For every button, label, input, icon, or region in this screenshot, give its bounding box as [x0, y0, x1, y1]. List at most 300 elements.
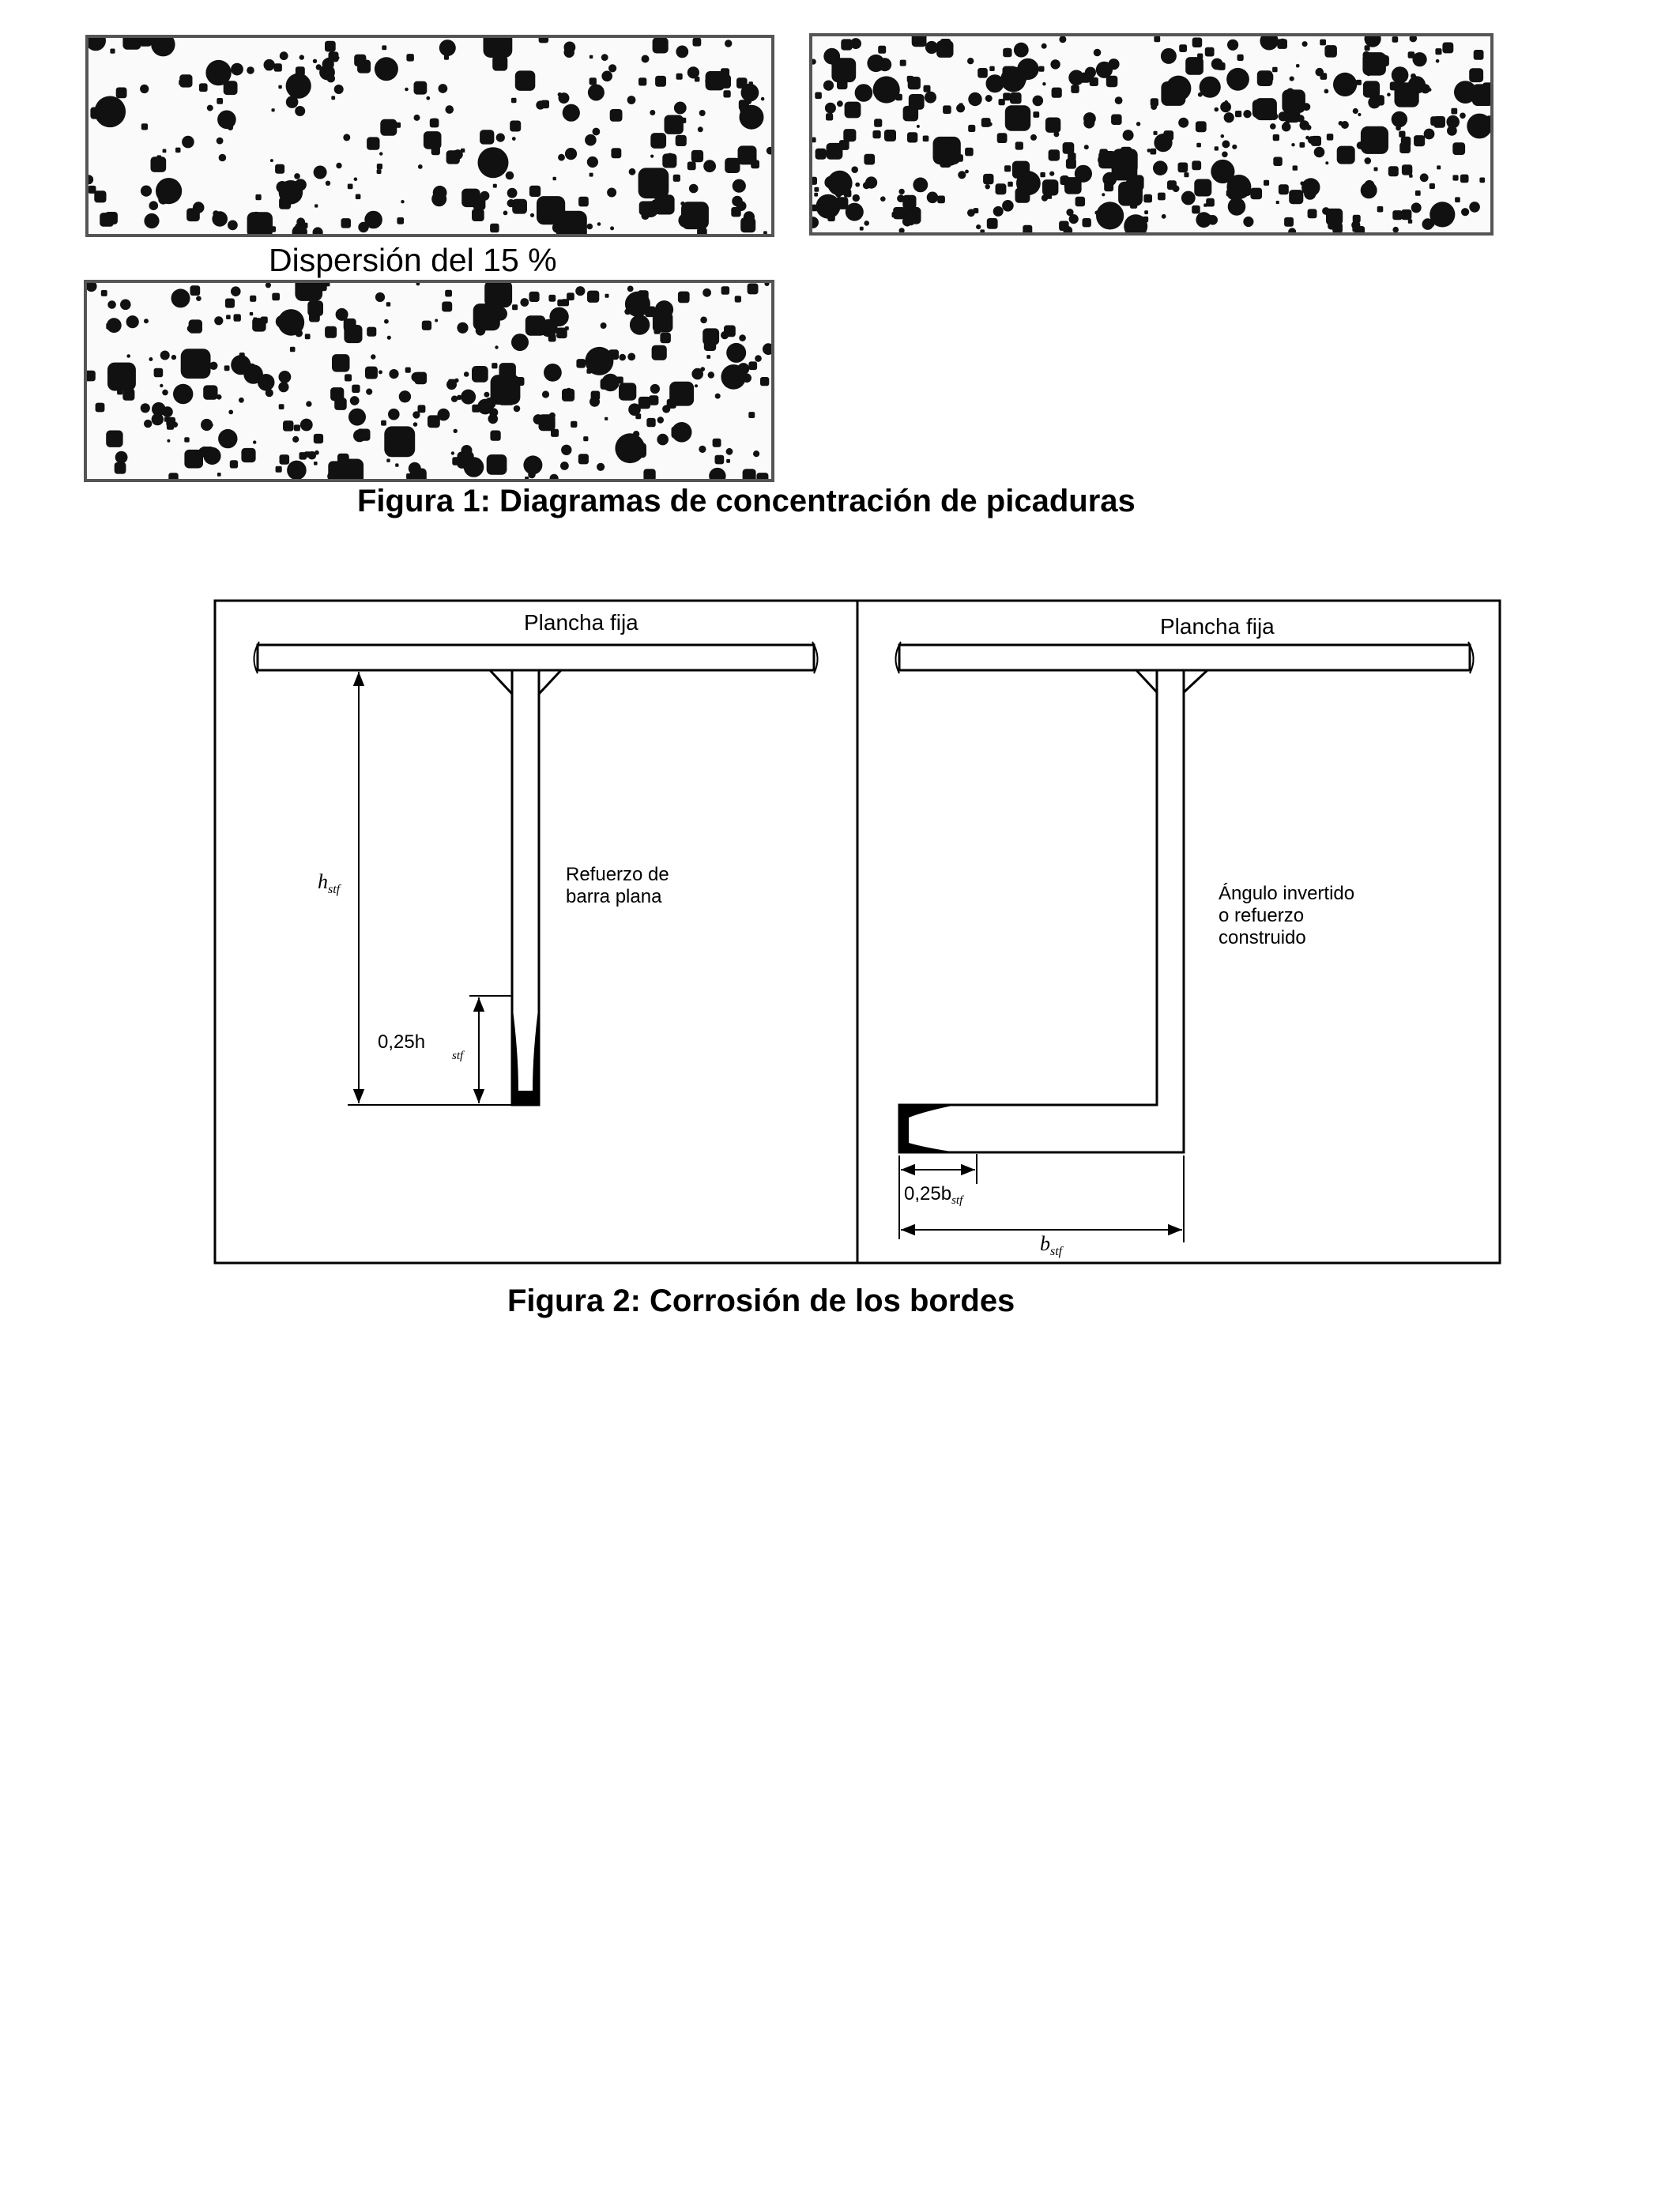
pit-mark	[974, 208, 978, 213]
pit-mark	[224, 81, 238, 95]
inverted-angle-diagram	[895, 614, 1473, 1258]
pit-mark	[699, 110, 706, 116]
pit-mark	[325, 41, 336, 52]
pit-mark	[327, 74, 336, 83]
pit-mark	[1243, 110, 1251, 118]
pit-mark	[1327, 134, 1334, 141]
pit-mark	[384, 319, 389, 324]
pit-mark	[1151, 149, 1157, 155]
pit-mark	[162, 390, 168, 396]
pit-mark	[217, 98, 223, 104]
plate-label-right: Plancha fija	[1160, 614, 1275, 639]
pit-mark	[1353, 215, 1361, 223]
pit-mark	[300, 419, 313, 432]
pit-mark	[985, 184, 990, 189]
pit-mark	[306, 401, 311, 406]
pit-mark	[843, 129, 856, 141]
pit-mark	[586, 353, 604, 371]
pit-mark	[1284, 122, 1290, 127]
pit-mark	[816, 149, 827, 160]
pit-mark	[656, 143, 660, 147]
pit-mark	[1472, 84, 1490, 106]
pit-mark	[1226, 68, 1249, 91]
pit-mark	[1365, 45, 1370, 51]
pit-mark	[352, 385, 360, 393]
pit-mark	[917, 125, 920, 128]
pit-mark	[912, 36, 927, 47]
pit-mark	[909, 94, 925, 110]
pit-mark	[913, 178, 928, 193]
pit-mark	[329, 51, 339, 62]
pit-mark	[343, 134, 350, 141]
height-label	[318, 870, 342, 896]
pit-mark	[454, 429, 458, 433]
pit-mark	[388, 409, 400, 420]
pit-mark	[326, 181, 330, 186]
pit-mark	[1218, 62, 1226, 70]
b-symbol: b	[1040, 1232, 1050, 1255]
pit-mark	[723, 90, 730, 97]
pit-mark	[414, 81, 428, 95]
pit-mark	[280, 51, 288, 60]
angle-label-3: construido	[1219, 927, 1306, 948]
pit-mark	[495, 345, 498, 349]
pit-mark	[158, 183, 162, 187]
pit-mark	[1003, 66, 1017, 81]
pit-mark	[646, 418, 655, 427]
pit-mark	[1361, 182, 1377, 198]
pit-mark	[141, 186, 152, 197]
pit-mark	[1197, 54, 1203, 59]
pit-mark	[336, 163, 341, 168]
pit-mark	[1115, 96, 1123, 104]
pit-mark	[676, 135, 687, 146]
pit-mark	[1178, 118, 1188, 128]
pit-mark	[389, 369, 398, 379]
pit-mark	[1452, 175, 1458, 180]
pit-mark	[987, 218, 998, 229]
pit-mark	[115, 462, 126, 474]
pit-mark	[1094, 49, 1102, 57]
pit-mark	[1290, 77, 1294, 81]
pit-mark	[264, 59, 275, 70]
pit-mark	[657, 417, 664, 423]
pit-mark	[1232, 145, 1237, 149]
pit-mark	[1362, 51, 1369, 58]
pit-mark	[590, 173, 593, 177]
pit-mark	[179, 74, 192, 87]
pit-mark	[1015, 164, 1019, 168]
pit-mark	[654, 327, 661, 334]
pit-mark	[426, 96, 430, 100]
pit-mark	[247, 212, 273, 234]
pit-mark	[295, 106, 305, 116]
pit-mark	[1314, 147, 1325, 158]
pit-mark	[377, 169, 382, 174]
flat-bar-diagram	[254, 610, 817, 1105]
pit-mark	[512, 199, 527, 214]
pit-mark	[1409, 174, 1412, 177]
pit-mark	[87, 283, 97, 292]
pit-mark	[157, 155, 162, 160]
pit-mark	[315, 204, 318, 207]
pit-mark	[724, 326, 736, 337]
pit-mark	[241, 448, 255, 462]
pit-mark	[275, 164, 284, 174]
pit-mark	[305, 334, 311, 339]
pit-mark	[529, 292, 540, 302]
pit-mark	[1052, 88, 1062, 98]
pit-mark	[657, 434, 669, 446]
pit-mark	[1030, 134, 1037, 141]
pit-mark	[1227, 40, 1238, 51]
pit-mark	[139, 38, 151, 47]
pit-mark	[1126, 157, 1134, 165]
pit-mark	[397, 217, 404, 224]
pit-mark	[1455, 86, 1467, 98]
pit-mark	[627, 96, 636, 104]
pit-mark	[1063, 142, 1075, 154]
pitting-dots	[89, 38, 771, 234]
pit-mark	[700, 317, 707, 324]
pit-mark	[549, 307, 568, 326]
pit-mark	[925, 92, 936, 104]
pit-mark	[299, 55, 304, 59]
pit-mark	[250, 312, 253, 315]
pit-mark	[525, 477, 529, 479]
pit-mark	[1161, 48, 1177, 64]
pit-mark	[422, 321, 431, 330]
pit-mark	[332, 354, 350, 372]
pit-mark	[493, 184, 497, 188]
weld	[1184, 670, 1207, 692]
pit-mark	[439, 84, 448, 93]
pit-mark	[1479, 178, 1485, 183]
pit-mark	[1147, 149, 1151, 153]
pit-mark	[314, 462, 318, 466]
pit-mark	[230, 460, 238, 468]
pit-mark	[1215, 107, 1219, 112]
pit-mark	[334, 85, 344, 94]
pit-mark	[1277, 39, 1287, 49]
pit-mark	[652, 345, 667, 360]
pit-mark	[1282, 89, 1305, 112]
pit-mark	[1084, 145, 1089, 149]
pit-mark	[563, 104, 580, 122]
pit-mark	[100, 213, 114, 227]
pit-mark	[325, 283, 330, 286]
pit-mark	[144, 319, 149, 323]
pit-mark	[1121, 147, 1132, 158]
weld	[1136, 670, 1157, 692]
pit-mark	[610, 226, 614, 230]
pit-mark	[645, 307, 656, 318]
pit-mark	[120, 300, 131, 311]
pit-mark	[151, 38, 175, 56]
pit-mark	[1222, 140, 1230, 148]
pit-mark	[846, 203, 864, 221]
pit-mark	[117, 389, 122, 394]
pit-mark	[1053, 131, 1059, 137]
pit-mark	[814, 187, 819, 192]
pit-mark	[345, 374, 352, 381]
weld	[490, 670, 512, 694]
pit-mark	[878, 46, 886, 54]
pit-mark	[405, 368, 411, 373]
pit-mark	[936, 41, 953, 58]
pit-mark	[1392, 66, 1409, 84]
pit-mark	[313, 59, 317, 63]
pit-mark	[558, 92, 562, 96]
pit-mark	[250, 296, 256, 302]
pit-mark	[464, 371, 469, 377]
pit-mark	[366, 389, 372, 395]
pit-mark	[272, 293, 280, 301]
pit-mark	[597, 222, 601, 226]
pit-mark	[149, 201, 159, 210]
pit-mark	[703, 160, 716, 172]
pit-mark	[1050, 59, 1060, 69]
pit-mark	[1365, 157, 1372, 164]
pit-mark	[106, 431, 122, 447]
pit-mark	[1222, 152, 1228, 158]
pit-mark	[875, 119, 882, 126]
pit-mark	[1420, 173, 1429, 182]
pit-mark	[1399, 131, 1405, 138]
pit-mark	[1266, 74, 1274, 81]
pit-mark	[1196, 143, 1201, 148]
pit-mark	[740, 217, 755, 232]
pit-mark	[709, 468, 725, 479]
pit-mark	[1033, 111, 1039, 118]
pit-mark	[855, 84, 873, 102]
pit-mark	[1158, 193, 1166, 201]
pit-mark	[239, 398, 244, 403]
pit-mark	[1237, 55, 1244, 61]
pit-mark	[585, 134, 597, 146]
pit-mark	[220, 115, 233, 127]
pit-mark	[756, 473, 768, 479]
pit-mark	[140, 85, 149, 93]
pit-mark	[182, 136, 194, 149]
pit-mark	[203, 385, 217, 399]
pit-mark	[630, 315, 650, 334]
pit-mark	[816, 194, 841, 219]
pit-mark	[1042, 82, 1045, 85]
pit-mark	[395, 463, 398, 466]
pit-mark	[1143, 194, 1152, 203]
pit-mark	[1235, 111, 1241, 117]
pit-mark	[619, 383, 636, 400]
pit-mark	[722, 370, 728, 375]
pit-mark	[1192, 38, 1203, 48]
pit-mark	[553, 177, 556, 180]
pit-mark	[1014, 43, 1029, 58]
pit-mark	[740, 105, 747, 112]
pit-mark	[1003, 48, 1011, 57]
pit-mark	[461, 149, 465, 153]
pit-mark	[444, 55, 449, 60]
pit-mark	[624, 308, 631, 315]
pit-mark	[1388, 166, 1399, 176]
fixed-plate-right	[899, 645, 1470, 670]
pit-mark	[290, 347, 296, 352]
pit-mark	[158, 194, 168, 205]
pit-mark	[302, 223, 307, 228]
pit-mark	[1106, 76, 1118, 88]
pit-mark	[1045, 118, 1060, 133]
pit-mark	[523, 455, 542, 474]
pit-mark	[144, 420, 152, 428]
pit-mark	[512, 304, 518, 310]
flat-bar-stiffener	[512, 670, 539, 1105]
pit-mark	[503, 211, 508, 216]
pit-mark	[1196, 121, 1207, 132]
pit-mark	[1408, 51, 1415, 58]
pit-mark	[767, 147, 771, 155]
pit-mark	[965, 148, 974, 156]
pit-mark	[760, 377, 769, 386]
pit-mark	[732, 196, 743, 207]
pit-mark	[700, 367, 705, 371]
pit-mark	[141, 123, 148, 130]
pit-mark	[1173, 85, 1184, 95]
pit-mark	[126, 354, 130, 358]
pit-mark	[743, 469, 756, 479]
width-label	[1040, 1232, 1064, 1258]
pit-mark	[667, 399, 676, 409]
pit-mark	[472, 366, 488, 383]
pit-mark	[484, 392, 489, 398]
pit-mark	[1300, 120, 1309, 130]
pit-mark	[141, 403, 150, 413]
pit-mark	[924, 85, 931, 92]
pit-mark	[899, 228, 905, 232]
pit-mark	[356, 194, 361, 200]
pit-mark	[823, 81, 834, 91]
pit-mark	[228, 410, 233, 415]
pit-mark	[908, 77, 921, 89]
pit-mark	[154, 368, 164, 378]
pit-mark	[884, 130, 896, 141]
pit-mark	[331, 96, 335, 100]
pit-mark	[976, 224, 981, 229]
pit-mark	[446, 105, 454, 114]
pit-mark	[588, 85, 605, 101]
pit-mark	[824, 176, 837, 189]
pit-mark	[283, 420, 294, 432]
pit-mark	[699, 446, 706, 453]
pit-mark	[1206, 198, 1215, 207]
pit-mark	[1399, 142, 1411, 153]
pit-mark	[377, 164, 382, 169]
pit-mark	[1042, 194, 1048, 201]
pit-mark	[548, 295, 556, 302]
pit-mark	[1206, 215, 1211, 221]
pit-mark	[1421, 84, 1430, 93]
pit-mark	[1337, 146, 1355, 164]
pit-mark	[601, 71, 612, 82]
pit-mark	[638, 290, 649, 301]
pit-mark	[983, 174, 993, 184]
pit-mark	[556, 328, 567, 339]
pit-mark	[761, 97, 765, 101]
pit-mark	[564, 47, 574, 58]
pit-mark	[739, 334, 746, 341]
pit-mark	[515, 70, 536, 91]
pit-mark	[639, 202, 654, 216]
pit-mark	[276, 315, 288, 328]
pit-mark	[1154, 134, 1172, 152]
pit-mark	[164, 417, 169, 422]
pit-mark	[1049, 149, 1060, 160]
pit-mark	[247, 66, 254, 74]
pit-mark	[910, 221, 914, 226]
pit-mark	[1264, 180, 1269, 186]
pit-mark	[541, 100, 550, 109]
pit-mark	[898, 189, 904, 194]
pit-mark	[126, 315, 139, 328]
pit-mark	[314, 166, 327, 179]
pit-mark	[107, 363, 136, 391]
pit-mark	[726, 459, 730, 463]
pit-mark	[837, 100, 843, 107]
pit-mark	[435, 319, 438, 322]
pit-mark	[753, 450, 759, 457]
pit-mark	[1108, 58, 1119, 70]
pit-mark	[1138, 228, 1141, 232]
pit-mark	[457, 322, 468, 334]
pit-mark	[255, 194, 261, 200]
pit-mark	[1059, 36, 1066, 43]
pit-mark	[1038, 66, 1044, 72]
pitting-dots	[87, 283, 771, 479]
pit-mark	[893, 207, 905, 219]
pit-mark	[831, 58, 856, 82]
pit-mark	[401, 200, 404, 203]
pit-mark	[270, 159, 273, 162]
pit-mark	[163, 149, 167, 153]
pit-mark	[1144, 210, 1148, 214]
pit-mark	[1461, 208, 1469, 216]
pit-mark	[415, 372, 428, 385]
pit-mark	[741, 84, 759, 102]
pit-mark	[650, 384, 660, 394]
pit-mark	[280, 454, 290, 465]
pit-mark	[650, 155, 654, 158]
pit-mark	[379, 152, 382, 155]
pit-mark	[660, 333, 671, 344]
pit-mark	[968, 125, 975, 132]
pitting-panel-bottom-left	[84, 280, 774, 482]
pit-mark	[1224, 112, 1234, 123]
pit-mark	[410, 469, 427, 480]
pit-mark	[295, 330, 303, 337]
pit-mark	[1017, 58, 1038, 80]
pit-mark	[492, 464, 501, 473]
pit-mark	[1276, 201, 1279, 204]
pit-mark	[1151, 98, 1158, 106]
pit-mark	[89, 38, 106, 51]
pit-mark	[1192, 160, 1201, 170]
panel-caption: Dispersión del 15 %	[269, 242, 557, 278]
pit-mark	[405, 88, 409, 92]
pit-mark	[1408, 219, 1412, 223]
pit-mark	[511, 334, 529, 351]
pit-mark	[381, 420, 386, 426]
pit-mark	[448, 379, 455, 386]
pit-mark	[1325, 161, 1328, 164]
